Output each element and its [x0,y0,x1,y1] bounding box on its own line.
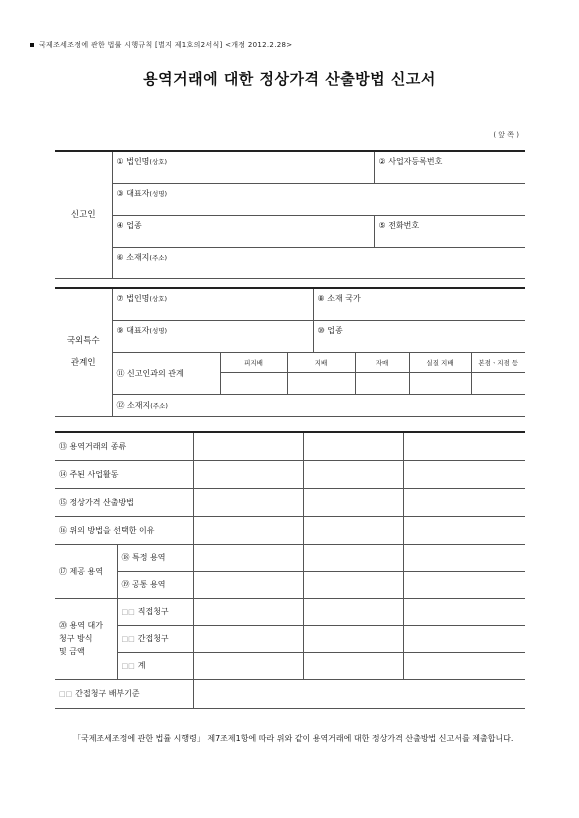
related-section-label-line2: 관계인 [70,358,96,369]
related-address-sub: (주소) [150,401,168,410]
service-type-cell-3[interactable] [403,432,525,460]
common-service-label: ⑲ 공통 용역 [117,571,193,598]
allocation-basis-text: 간접청구 배부기준 [75,689,140,698]
related-corp-name-sub: (상호) [149,295,168,303]
total-billing-cell-1[interactable] [193,652,303,679]
indirect-billing-cell-3[interactable] [403,625,525,652]
reporter-rep-name-field[interactable] [112,183,525,215]
related-industry-field[interactable] [313,320,525,352]
relation-col-actual-control: 실질 지배 [409,352,471,372]
related-section-label-line1: 국외특수 [66,336,100,347]
billing-method-label [55,598,117,679]
relation-cell-controlling[interactable] [287,372,355,394]
relation-cell-branch[interactable] [471,372,525,394]
specific-service-cell-3[interactable] [403,544,525,571]
page-side-label: ( 앞 쪽 ) [493,131,519,139]
relation-col-branch: 본점ㆍ지점 등 [471,352,525,372]
reporter-industry-label: ④ 업종 [116,220,142,230]
indirect-billing-label [117,625,193,652]
relation-col-sister: 자매 [355,352,409,372]
relation-col-controlling: 지배 [287,352,355,372]
method-reason-cell-1[interactable] [193,516,303,544]
indirect-billing-cell-2[interactable] [303,625,403,652]
method-reason-label: ⑯ 위의 방법을 선택한 이유 [55,516,193,544]
direct-billing-checkbox[interactable]: □□ [121,608,135,616]
reporter-rep-name-sub: (성명) [149,189,168,198]
common-service-cell-3[interactable] [403,571,525,598]
reporter-biz-reg-field[interactable] [374,151,525,183]
indirect-billing-text: 간접청구 [137,634,169,643]
pricing-method-label: ⑮ 정상가격 산출방법 [55,488,193,516]
related-address-field[interactable] [112,394,525,416]
main-activity-label: ⑭ 주된 사업활동 [55,460,193,488]
reporter-corp-name-label: ① 법인명 [116,157,150,166]
related-country-label: ⑧ 소재 국가 [317,294,361,303]
form-reference-note [30,40,292,50]
total-billing-checkbox[interactable]: □□ [121,662,135,670]
service-type-label: ⑬ 용역거래의 종류 [55,432,193,460]
service-transaction-table [55,431,525,709]
pricing-method-cell-3[interactable] [403,488,525,516]
related-section-label [55,288,112,416]
direct-billing-cell-1[interactable] [193,598,303,625]
specific-service-cell-1[interactable] [193,544,303,571]
total-billing-label [117,652,193,679]
reporter-section-label: 신고인 [55,151,112,278]
reporter-phone-label: ⑤ 전화번호 [378,220,420,230]
square-bullet-icon [30,43,34,47]
pricing-method-cell-2[interactable] [303,488,403,516]
related-rep-name-field[interactable] [112,320,313,352]
direct-billing-cell-2[interactable] [303,598,403,625]
billing-method-line1: ⑳ 용역 대가 [59,621,103,630]
related-corp-name-label: ⑦ 법인명 [116,294,150,303]
reporter-phone-field[interactable] [374,215,525,247]
form-reference-text: 국제조세조정에 관한 법률 시행규칙 [별지 제1호의2서식] <개정 2012.2.28> [39,41,293,49]
method-reason-cell-2[interactable] [303,516,403,544]
page-title: 용역거래에 대한 정상가격 산출방법 신고서 [143,70,436,88]
allocation-basis-label [55,679,193,708]
reporter-biz-reg-label: ② 사업자등록번호 [378,157,443,166]
common-service-cell-2[interactable] [303,571,403,598]
related-rep-name-sub: (성명) [149,326,168,335]
relation-cell-controlled[interactable] [220,372,287,394]
relation-col-controlled: 피지배 [220,352,287,372]
related-industry-label: ⑩ 업종 [317,325,343,335]
direct-billing-label [117,598,193,625]
specific-service-label: ⑱ 특정 용역 [117,544,193,571]
allocation-basis-cell[interactable] [193,679,525,708]
relation-cell-actual-control[interactable] [409,372,471,394]
related-country-field[interactable] [313,288,525,320]
total-billing-cell-2[interactable] [303,652,403,679]
reporter-corp-name-sub: (상호) [149,158,168,166]
service-type-cell-1[interactable] [193,432,303,460]
related-corp-name-field[interactable] [112,288,313,320]
reporter-rep-name-label: ③ 대표자 [116,188,150,198]
direct-billing-cell-3[interactable] [403,598,525,625]
related-party-table [55,287,525,417]
reporter-address-label: ⑥ 소재지 [116,252,150,262]
reporter-industry-field[interactable] [112,215,374,247]
submission-statement: 「국제조세조정에 관한 법률 시행령」 제7조제1항에 따라 위와 같이 용역거래에 대한 정상가격 산출방법 신고서를 제출합니다. [73,734,514,743]
allocation-basis-checkbox[interactable]: □□ [59,690,73,698]
total-billing-text: 계 [137,661,146,670]
reporter-table [55,150,525,279]
service-type-cell-2[interactable] [303,432,403,460]
billing-method-line3: 및 금액 [59,647,85,656]
related-rep-name-label: ⑨ 대표자 [116,325,150,335]
relation-cell-sister[interactable] [355,372,409,394]
reporter-corp-name-field[interactable] [112,151,374,183]
specific-service-cell-2[interactable] [303,544,403,571]
indirect-billing-cell-1[interactable] [193,625,303,652]
main-activity-cell-1[interactable] [193,460,303,488]
main-activity-cell-2[interactable] [303,460,403,488]
method-reason-cell-3[interactable] [403,516,525,544]
pricing-method-cell-1[interactable] [193,488,303,516]
provided-service-label: ⑰ 제공 용역 [55,544,117,598]
reporter-address-sub: (주소) [149,253,168,262]
total-billing-cell-3[interactable] [403,652,525,679]
indirect-billing-checkbox[interactable]: □□ [121,635,135,643]
related-relation-label: ⑪ 신고인과의 관계 [112,352,220,394]
billing-method-line2: 청구 방식 [59,634,93,643]
reporter-address-field[interactable] [112,247,525,278]
main-activity-cell-3[interactable] [403,460,525,488]
direct-billing-text: 직접청구 [137,607,169,616]
common-service-cell-1[interactable] [193,571,303,598]
related-address-label: ⑫ 소재지 [116,400,151,410]
